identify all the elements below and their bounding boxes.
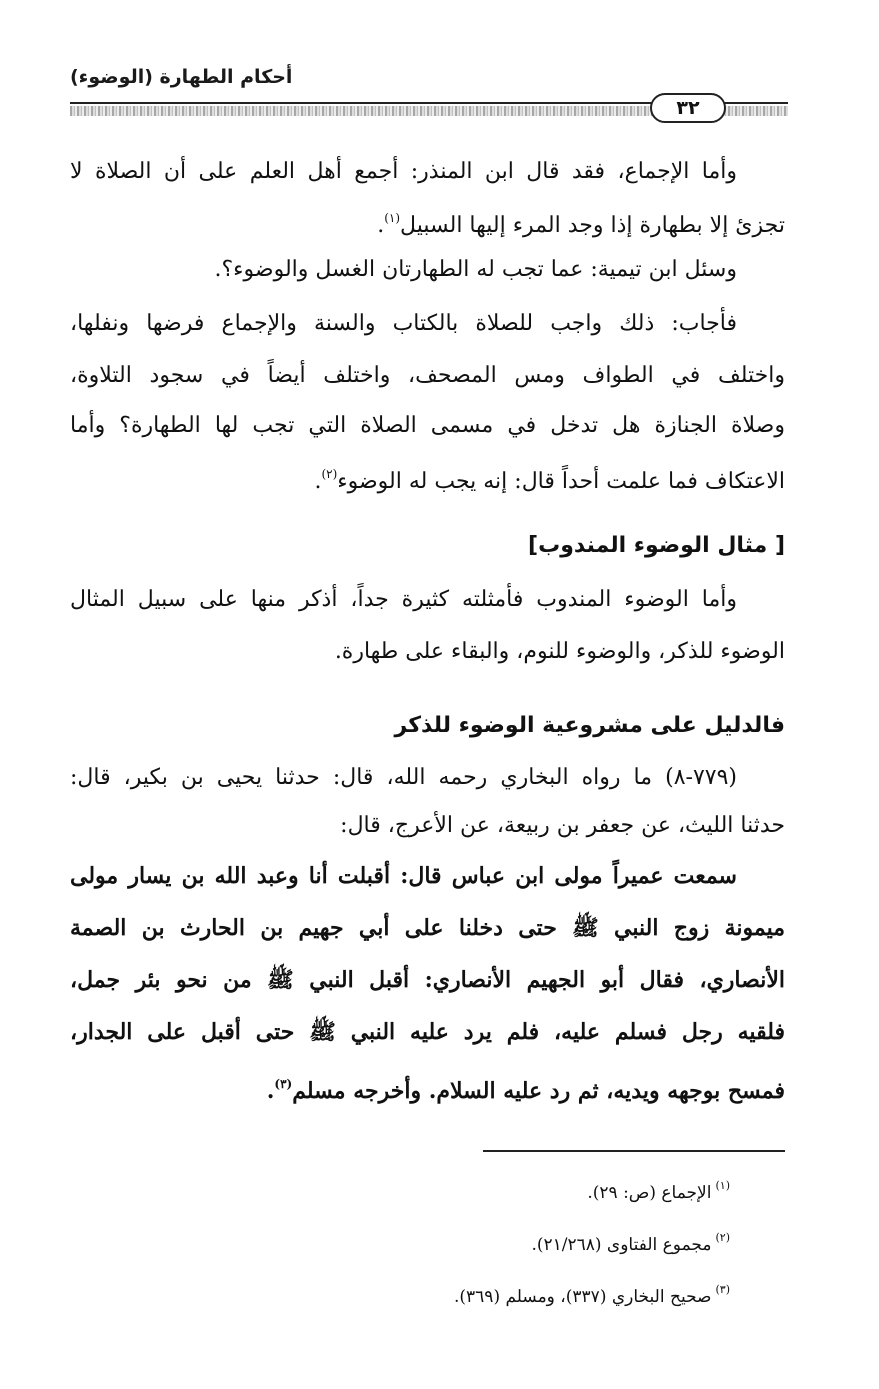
footnote-marker: (٢) [715, 1231, 730, 1244]
text-line: (٧٧٩-٨) ما رواه البخاري رحمه الله، قال: حدثنا يحيى بن بكير، قال: [70, 765, 737, 790]
section-heading: [ مثال الوضوء المندوب] [528, 533, 785, 558]
hadith-line: ميمونة زوج النبي ﷺ حتى دخلنا على أبي جهيم بن الحارث بن الصمة [70, 915, 785, 941]
hadith-line: فلقيه رجل فسلم عليه، فلم يرد عليه النبي ﷺ حتى أقبل على الجدار، [70, 1019, 785, 1045]
footnote-marker: (١) [715, 1179, 730, 1192]
page-number-badge [650, 93, 726, 123]
text-line: فأجاب: ذلك واجب للصلاة بالكتاب والسنة والإجماع فرضها ونفلها، [70, 311, 737, 336]
footnote-marker: (٣) [715, 1283, 730, 1296]
footnote-reference: (١) [384, 211, 401, 225]
footnote [300, 1224, 730, 1259]
footnote-text: الإجماع (ص: ٢٩). [587, 1183, 712, 1203]
hadith-line: سمعت عميراً مولى ابن عباس قال: أقبلت أنا وعبد الله بن يسار مولى [70, 863, 737, 889]
hadith-line: الأنصاري، فقال أبو الجهيم الأنصاري: أقبل النبي ﷺ من نحو بئر جمل، [70, 967, 785, 993]
text-line: واختلف في الطواف ومس المصحف، واختلف أيضاً في سجود التلاوة، [70, 363, 785, 388]
footnote-text: مجموع الفتاوى (٢١/٢٦٨). [531, 1235, 712, 1255]
footnote-text: صحيح البخاري (٣٣٧)، ومسلم (٣٦٩). [453, 1287, 712, 1307]
footnote-reference: (٣) [274, 1077, 293, 1091]
running-title: أحكام الطهارة (الوضوء) [70, 66, 293, 88]
footnote [300, 1172, 730, 1207]
section-heading: فالدليل على مشروعية الوضوء للذكر [394, 713, 785, 738]
text-line: تجزئ إلا بطهارة إذا وجد المرء إليها السبيل$^{(١)}$. [377, 211, 785, 238]
text-line: وأما الوضوء المندوب فأمثلته كثيرة جداً، أذكر منها على سبيل المثال [70, 587, 737, 612]
page-number: ٣٢ [676, 97, 700, 119]
text-line: وسئل ابن تيمية: عما تجب له الطهارتان الغسل والوضوء؟. [214, 257, 737, 282]
footnote [300, 1276, 730, 1311]
footnote-separator [483, 1150, 785, 1152]
text-line: حدثنا الليث، عن جعفر بن ربيعة، عن الأعرج، قال: [340, 813, 785, 838]
hadith-line: فمسح بوجهه ويديه، ثم رد عليه السلام. وأخرجه مسلم$^{(٣)}$. [266, 1077, 785, 1104]
text-line: الاعتكاف فما علمت أحداً قال: إنه يجب له الوضوء$^{(٢)}$. [314, 467, 785, 494]
text-line: وأما الإجماع، فقد قال ابن المنذر: أجمع أهل العلم على أن الصلاة لا [70, 159, 737, 184]
text-line: الوضوء للذكر، والوضوء للنوم، والبقاء على طهارة. [334, 639, 785, 664]
text-line: وصلاة الجنازة هل تدخل في مسمى الصلاة التي تجب لها الطهارة؟ وأما [70, 413, 785, 438]
footnote-reference: (٢) [321, 467, 338, 481]
